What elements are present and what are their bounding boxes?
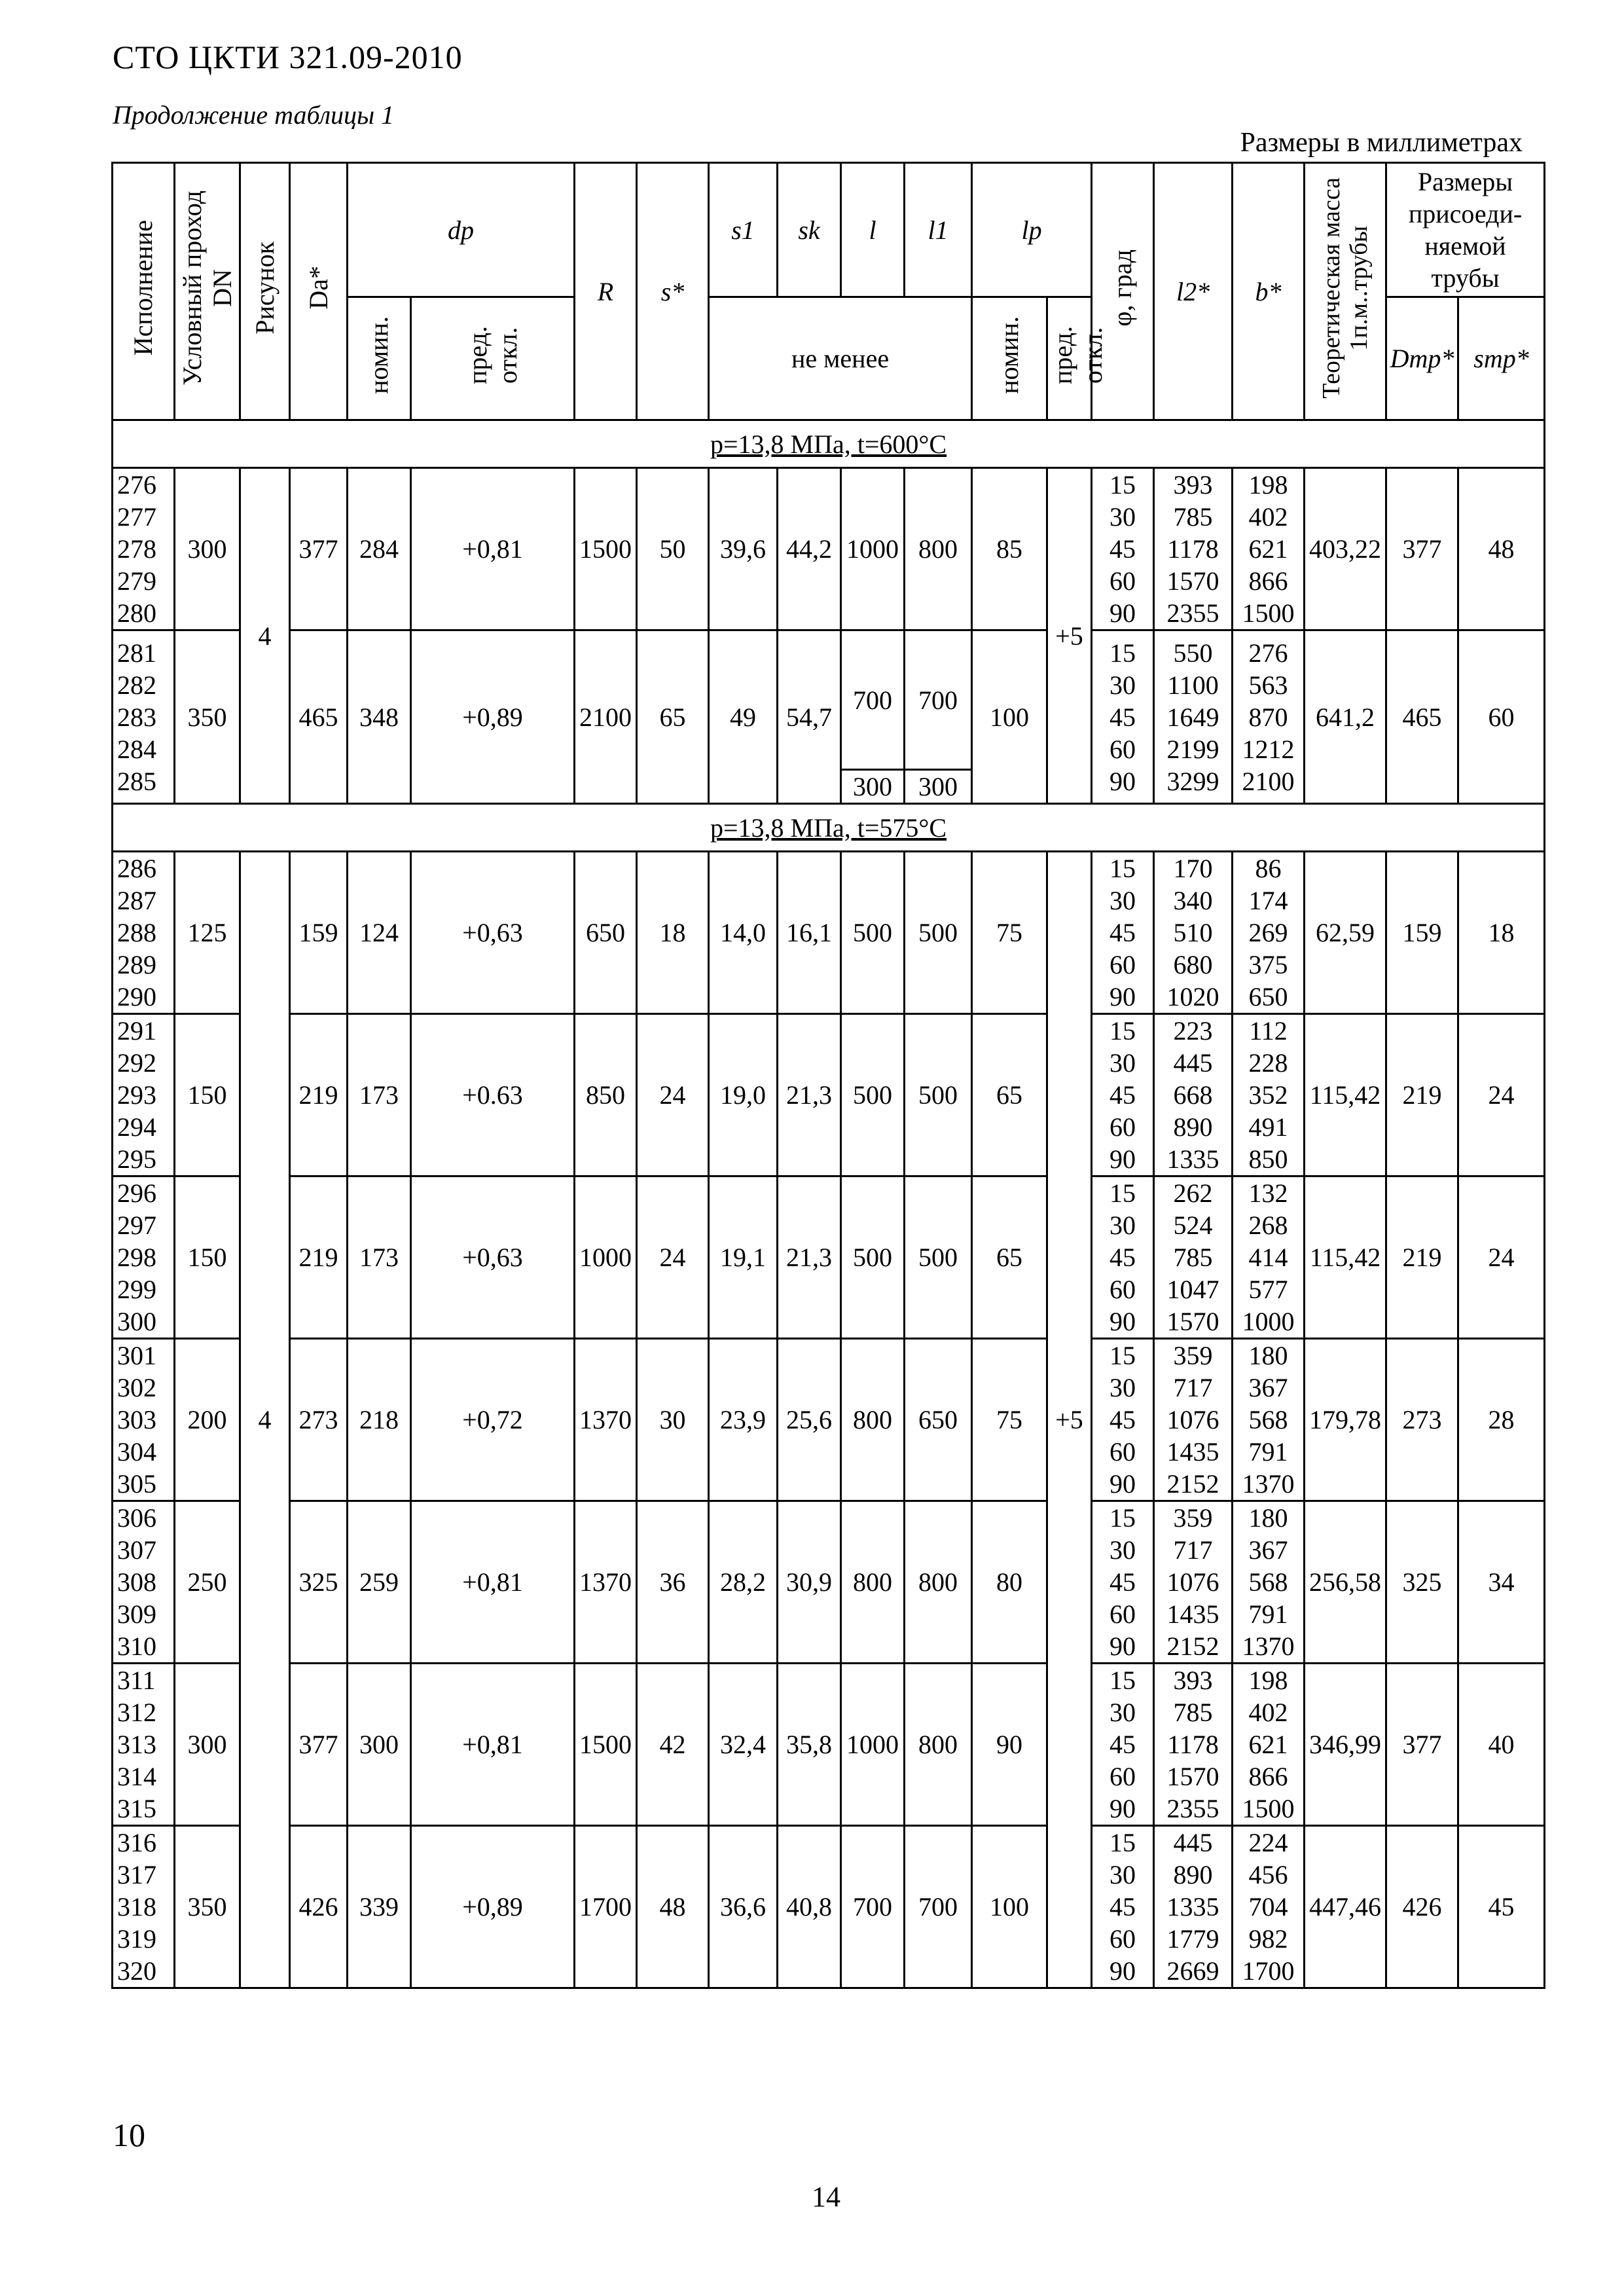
table-row: 286 287 288 289 290 125 4 159 124 +0,63 650 18 14,0 16,1 500 500 75 +5 15 30 45 60 90 170 340 510 680 1020 86 174 269 375 650 62,59 159 18 [113, 852, 1545, 1014]
risunok-value: 4 [240, 852, 290, 1988]
table-row: 316 317 318 319 320 350 426 339 +0,89 1700 48 36,6 40,8 700 700 100 15 30 45 60 90 445 890 1335 1779 2669 224 456 704 982 1700 447,46 426 45 [113, 1826, 1545, 1988]
table-row: 296 297 298 299 300 150 219 173 +0,63 1000 24 19,1 21,3 500 500 65 15 30 45 60 90 262 524 785 1047 1570 132 268 414 577 1000 115,42 219 24 [113, 1176, 1545, 1339]
col-phi: φ, град [1092, 163, 1154, 420]
col-dp-dev: пред. откл. [411, 297, 575, 420]
table-row: 301 302 303 304 305 200 273 218 +0,72 1370 30 23,9 25,6 800 650 75 15 30 45 60 90 359 717 1076 1435 2152 180 367 568 791 1370 179,78 273 28 [113, 1339, 1545, 1501]
col-l: l [841, 163, 905, 297]
lp-deviation-value: +5 [1047, 852, 1092, 1988]
col-r: R [575, 163, 637, 420]
col-l1: l1 [905, 163, 972, 297]
col-dp: dp [348, 163, 575, 297]
col-l2: l2* [1154, 163, 1233, 420]
col-dn: Условный проход DN [175, 163, 240, 420]
col-lp-dev: пред. откл. [1047, 297, 1092, 420]
table-header-row-1 [113, 163, 1545, 297]
table-row: 291 292 293 294 295 150 219 173 +0.63 850 24 19,0 21,3 500 500 65 15 30 45 60 90 223 445 668 890 1335 112 228 352 491 850 115,42 219 24 [113, 1014, 1545, 1176]
table-row: 311 312 313 314 315 300 377 300 +0,81 1500 42 32,4 35,8 1000 800 90 15 30 45 60 90 393 785 1178 1570 2355 198 402 621 866 1500 346,99 377 40 [113, 1664, 1545, 1826]
col-ne-menee: не менее [709, 297, 972, 420]
section-row [113, 420, 1545, 468]
table-row: 281 282 283 284 285 350 465 348 +0,89 2100 65 49 54,7 700 700 100 15 30 45 60 90 550 1100 1649 2199 3299 276 563 870 1212 2100 641,2 465 60 [113, 630, 1545, 770]
units-note: Размеры в миллиметрах [1240, 128, 1523, 158]
table-continuation-caption: Продолжение таблицы 1 [113, 100, 395, 130]
col-s1: s1 [709, 163, 778, 297]
lp-deviation-value: +5 [1047, 468, 1092, 804]
page-number-center: 14 [812, 2181, 840, 2213]
col-str: sтр* [1458, 297, 1545, 420]
col-dp-nomin: номин. [348, 297, 411, 420]
table-row-sub: 300 300 [113, 770, 1545, 804]
col-dtr: Dтр* [1386, 297, 1458, 420]
col-pipe-dims: Размеры присоеди- няемой трубы [1386, 163, 1545, 297]
section-label: p=13,8 МПа, t=575°С [710, 812, 947, 843]
table-row: 276 277 278 279 280 300 4 377 284 +0,81 1500 50 39,6 44,2 1000 800 85 +5 15 30 45 60 90 393 785 1178 1570 2355 198 402 621 866 1500 403,22 377 48 [113, 468, 1545, 630]
col-sk: sk [778, 163, 841, 297]
col-risunok: Рисунок [240, 163, 290, 420]
col-s: s* [637, 163, 709, 420]
col-lp: lp [972, 163, 1092, 297]
col-da: Da* [290, 163, 348, 420]
col-b: b* [1233, 163, 1305, 420]
document-title: СТО ЦКТИ 321.09-2010 [113, 39, 463, 75]
col-mass: Теоретическая масса 1п.м..трубы [1305, 163, 1386, 420]
risunok-value: 4 [240, 468, 290, 804]
col-ispolnenie: Исполнение [113, 163, 175, 420]
table-row: 306 307 308 309 310 250 325 259 +0,81 1370 36 28,2 30,9 800 800 80 15 30 45 60 90 359 717 1076 1435 2152 180 367 568 791 1370 256,58 325 34 [113, 1501, 1545, 1664]
col-lp-nomin: номин. [972, 297, 1047, 420]
page-number-left: 10 [113, 2117, 145, 2153]
section-row [113, 804, 1545, 852]
section-label: p=13,8 МПа, t=600°С [710, 429, 947, 459]
dimensions-table [111, 162, 1545, 1989]
